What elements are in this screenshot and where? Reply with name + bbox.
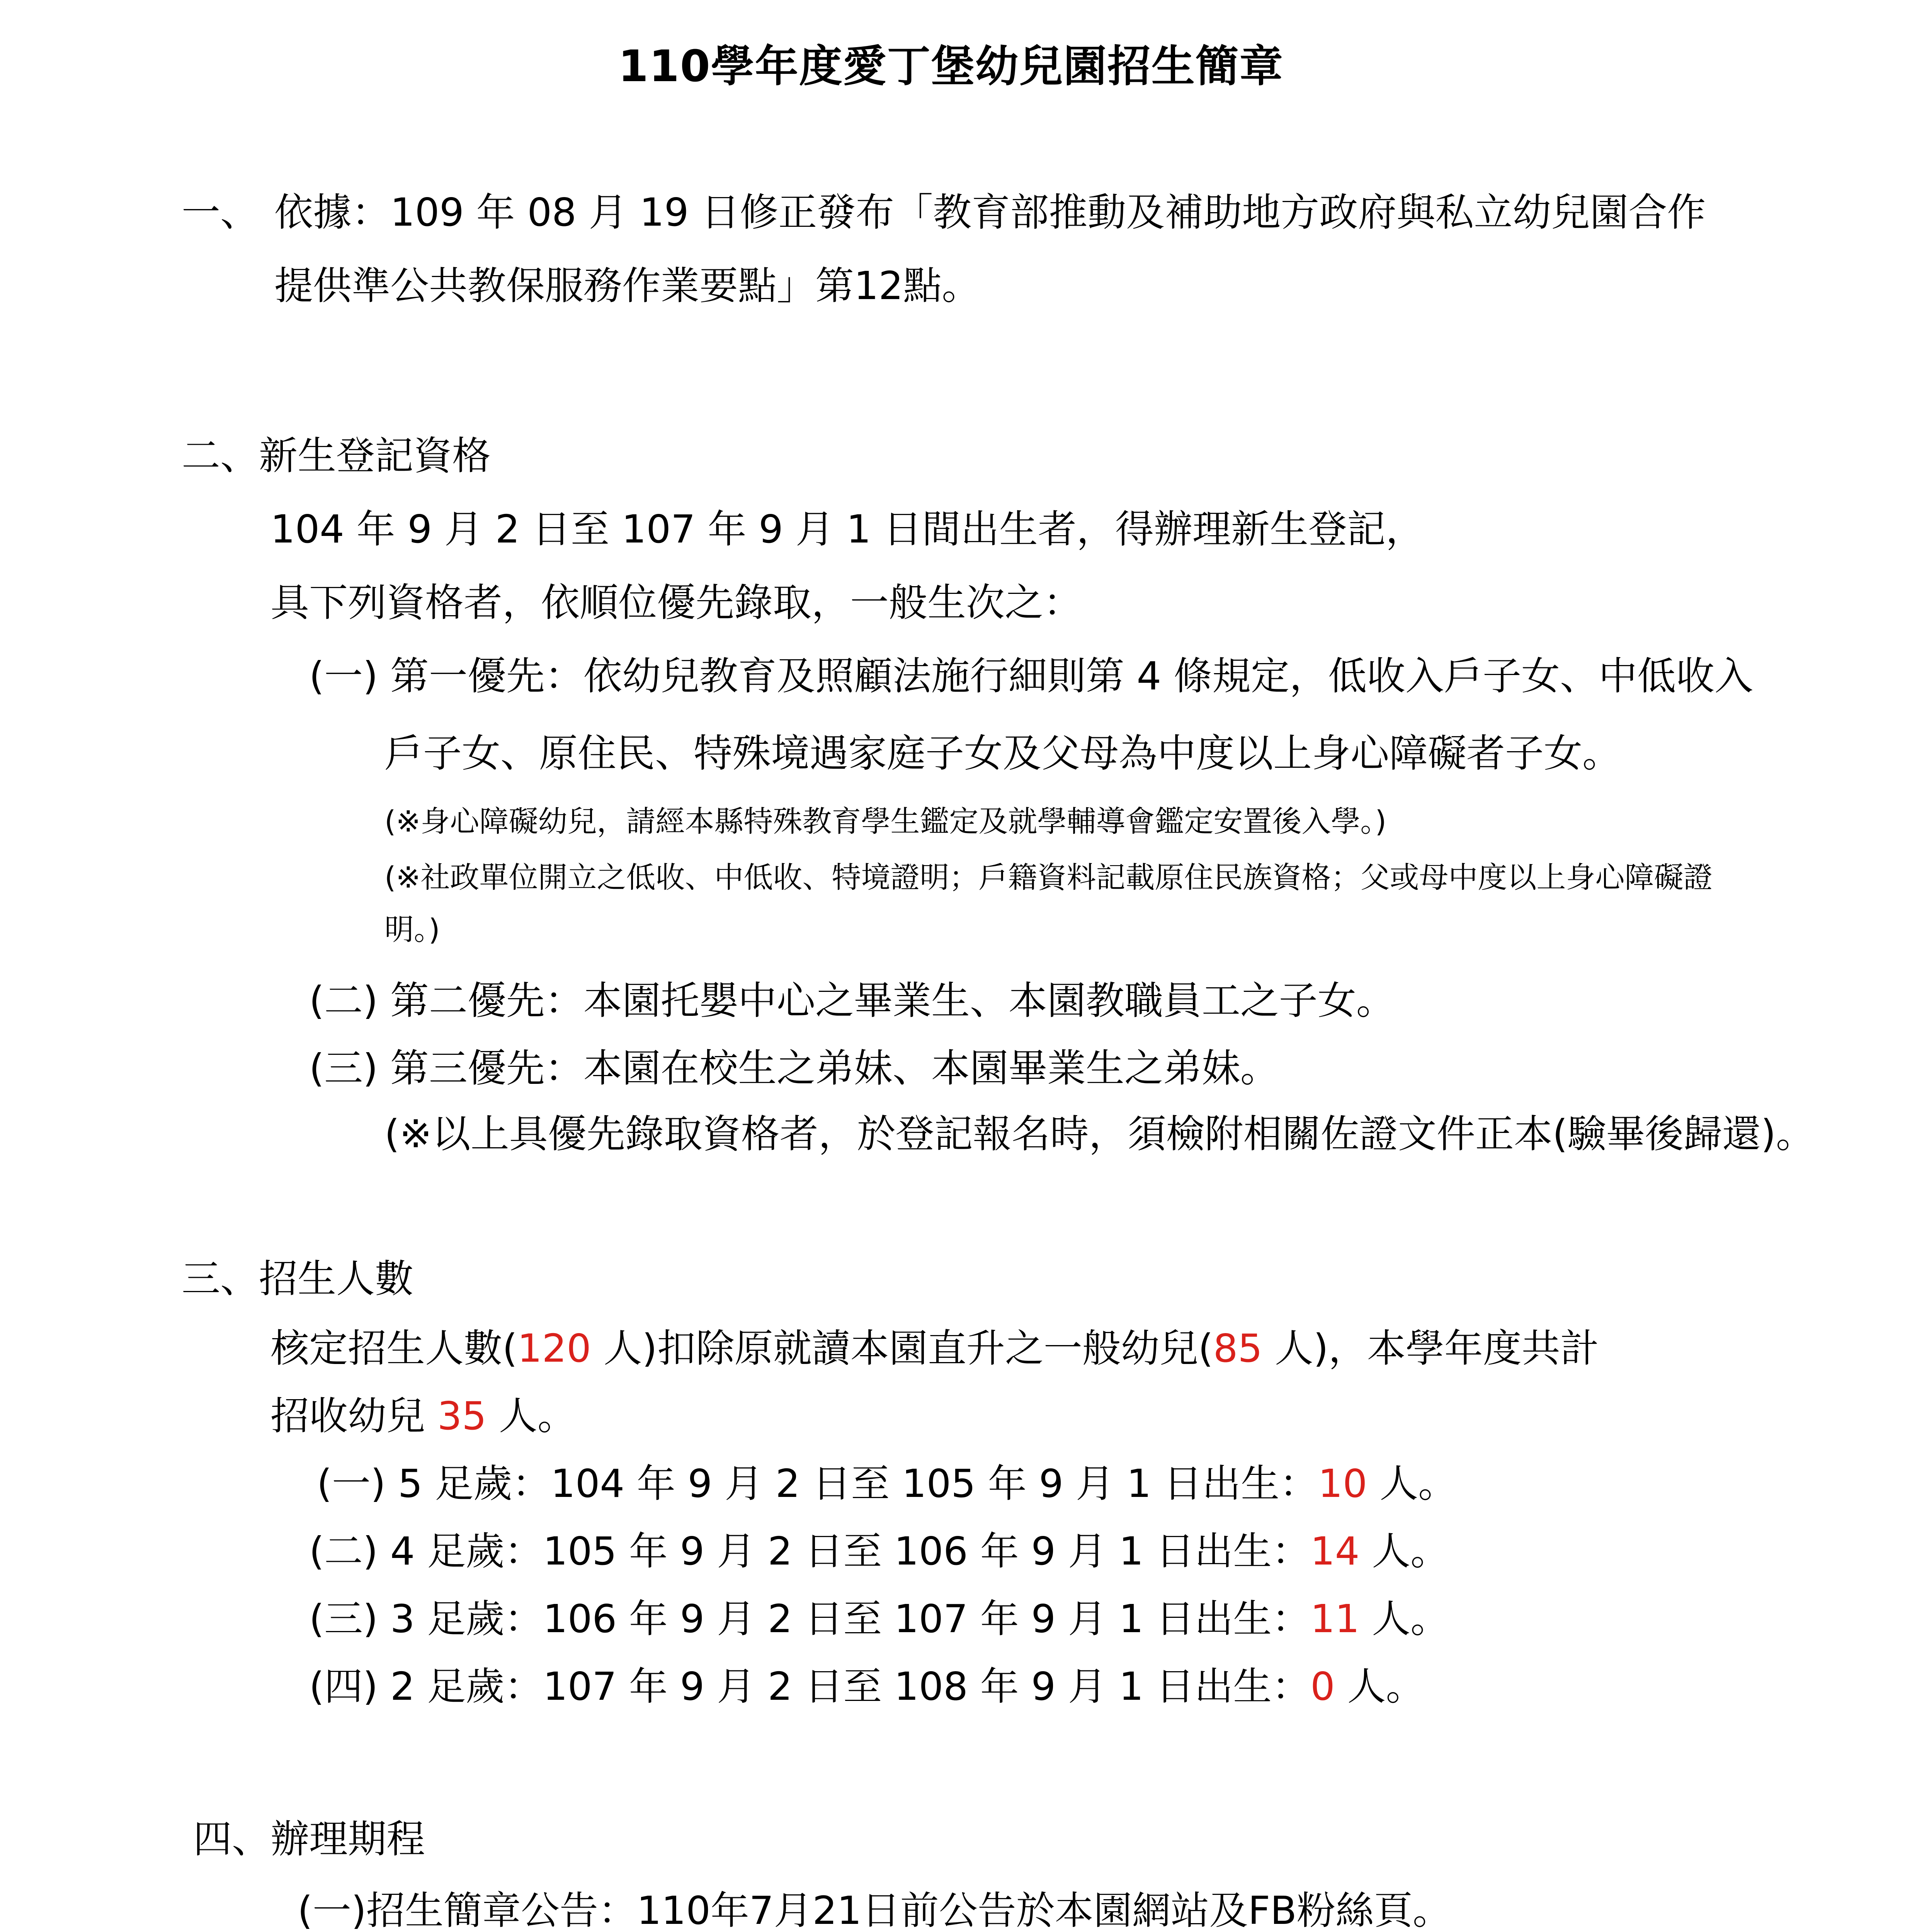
priority-2: (二) 第二優先：本園托嬰中心之畢業生、本園教職員工之子女。 xyxy=(309,978,1395,1023)
enrollment-text-e: 人。 xyxy=(486,1393,576,1439)
age-row-count: 14 xyxy=(1310,1529,1360,1574)
age-row-count: 11 xyxy=(1310,1596,1360,1641)
priority-note: (※以上具優先錄取資格者，於登記報名時，須檢附相關佐證文件正本(驗畢後歸還)。 xyxy=(384,1111,1815,1156)
section-2-heading: 二、新生登記資格 xyxy=(182,433,491,478)
note-documents-line-1: (※社政單位開立之低收、中低收、特境證明；戶籍資料記載原住民族資格；父或母中度以上身心障礙證 xyxy=(384,860,1713,895)
section-3-heading: 三、招生人數 xyxy=(182,1256,413,1301)
note-documents-line-2: 明。) xyxy=(384,912,440,947)
enrollment-para-1 xyxy=(270,1325,1599,1372)
section-2-para-2: 具下列資格者，依順位優先錄取，一般生次之： xyxy=(270,580,1082,625)
age-row-suffix: 人。 xyxy=(1359,1529,1449,1574)
age-row-suffix: 人。 xyxy=(1335,1664,1425,1709)
direct-promotion-count: 85 xyxy=(1213,1326,1262,1371)
age-row-suffix: 人。 xyxy=(1367,1461,1457,1506)
enrollment-text-a: 核定招生人數( xyxy=(270,1326,518,1371)
priority-1-line-1: (一) 第一優先：依幼兒教育及照顧法施行細則第 4 條規定，低收入戶子女、中低收入 xyxy=(309,653,1754,699)
approved-total: 120 xyxy=(517,1326,591,1371)
schedule-item-1: (一)招生簡章公告：110年7月21日前公告於本園網站及FB粉絲頁。 xyxy=(298,1888,1451,1932)
age-row-5 xyxy=(317,1461,1457,1507)
age-row-count: 10 xyxy=(1318,1461,1368,1506)
priority-1-line-2: 戶子女、原住民、特殊境遇家庭子女及父母為中度以上身心障礙者子女。 xyxy=(384,731,1621,776)
section-1-line-1: 依據：109 年 08 月 19 日修正發布「教育部推動及補助地方政府與私立幼兒園合作 xyxy=(274,190,1706,235)
section-1-label: 一、 xyxy=(182,190,259,235)
age-row-text: (二) 4 足歲：105 年 9 月 2 日至 106 年 9 月 1 日出生： xyxy=(309,1529,1311,1574)
enrollment-text-c: 人)，本學年度共計 xyxy=(1262,1326,1599,1371)
section-1-line-2: 提供準公共教保服務作業要點」第12點。 xyxy=(274,263,981,308)
enrollment-text-b: 人)扣除原就讀本園直升之一般幼兒( xyxy=(591,1326,1213,1371)
age-row-3 xyxy=(309,1596,1449,1642)
age-row-count: 0 xyxy=(1310,1664,1335,1709)
enrollment-para-2 xyxy=(270,1393,576,1439)
enrollment-total: 35 xyxy=(437,1393,487,1439)
priority-3: (三) 第三優先：本園在校生之弟妹、本園畢業生之弟妹。 xyxy=(309,1046,1279,1091)
age-row-text: (一) 5 足歲：104 年 9 月 2 日至 105 年 9 月 1 日出生： xyxy=(317,1461,1318,1506)
age-row-text: (四) 2 足歲：107 年 9 月 2 日至 108 年 9 月 1 日出生： xyxy=(309,1664,1311,1709)
age-row-4 xyxy=(309,1528,1449,1575)
age-row-2 xyxy=(309,1663,1425,1710)
age-row-text: (三) 3 足歲：106 年 9 月 2 日至 107 年 9 月 1 日出生： xyxy=(309,1596,1311,1641)
age-row-suffix: 人。 xyxy=(1359,1596,1449,1641)
section-2-para-1: 104 年 9 月 2 日至 107 年 9 月 1 日間出生者，得辦理新生登記， xyxy=(270,507,1424,552)
enrollment-text-d: 招收幼兒 xyxy=(270,1393,437,1439)
section-4-heading: 四、辦理期程 xyxy=(193,1816,425,1862)
document-title: 110學年度愛丁堡幼兒園招生簡章 xyxy=(618,41,1284,92)
note-disability: (※身心障礙幼兒，請經本縣特殊教育學生鑑定及就學輔導會鑑定安置後入學。) xyxy=(384,804,1386,838)
